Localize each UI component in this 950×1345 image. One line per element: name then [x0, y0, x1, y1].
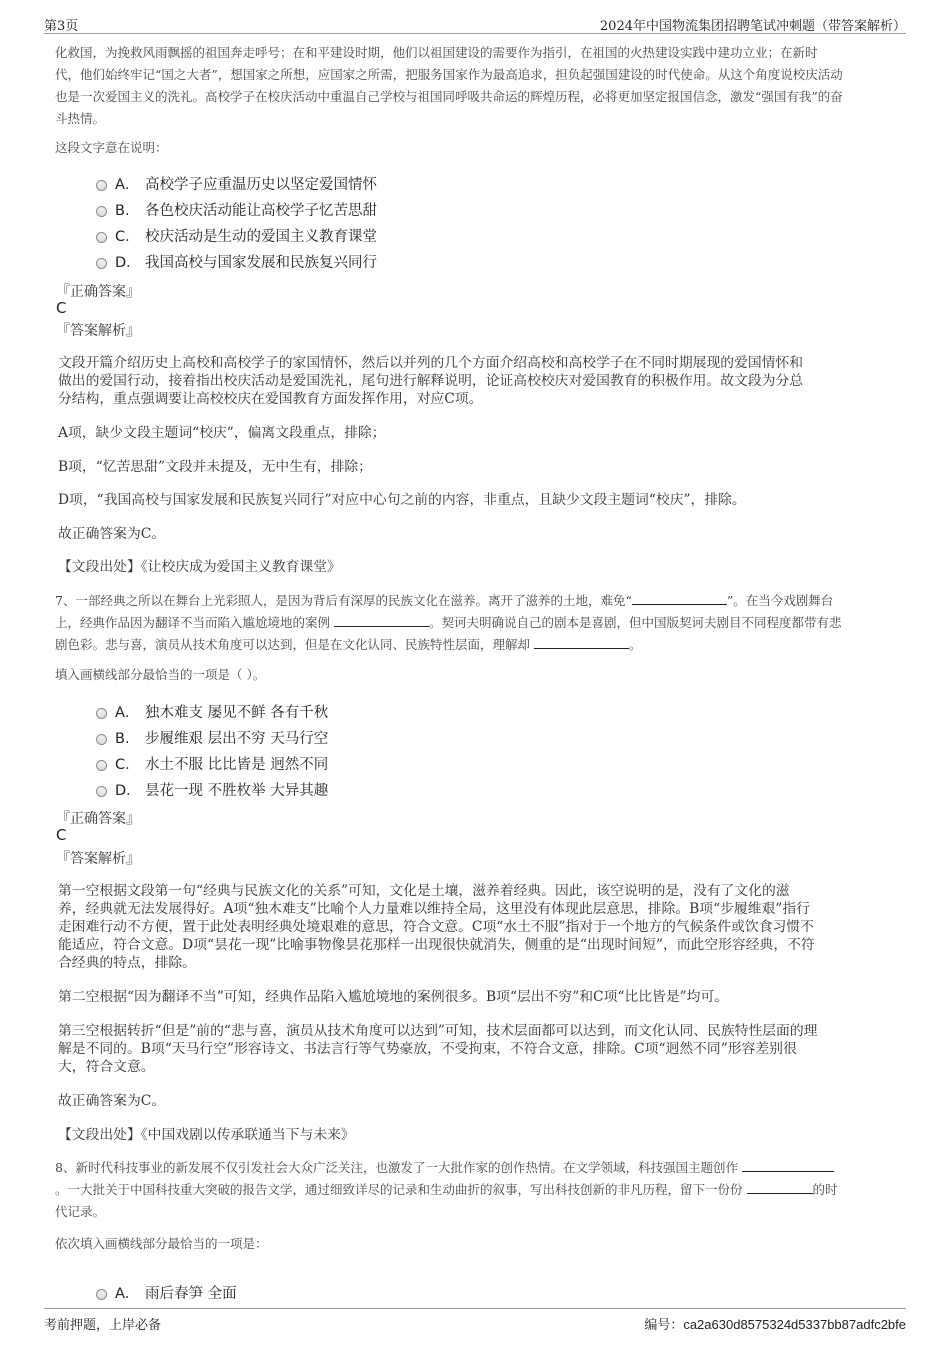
- stem-line: [55, 1157, 915, 1179]
- q7-source: 【文段出处】《中国戏剧以传承联通当下与未来》: [58, 1127, 355, 1143]
- passage-line: 代，他们始终牢记“国之大者”，想国家之所想，应国家之所需，把服务国家作为最高追求，担负起强国建设的时代使命。从这个角度说校庆活动: [55, 67, 843, 82]
- analysis-line: 文段开篇介绍历史上高校和高校学子的家国情怀，然后以并列的几个方面介绍高校和高校学子在不同时期展现的爱国情怀和: [58, 355, 804, 371]
- option-letter: B．: [115, 202, 140, 219]
- stem-text: 7、一部经典之所以在舞台上光彩照人，是因为背后有深厚的民族文化在滋养。离开了滋养的土地，难免“: [55, 593, 632, 608]
- q7-conclusion: 故正确答案为C。: [58, 1093, 166, 1109]
- page-footer: [44, 1308, 906, 1332]
- analysis-line: 养，经典就无法发展得好。A项“独木难支”比喻个人力量难以维持全局，这里没有体现此层意思，排除。B项“步履维艰”指行: [58, 901, 810, 917]
- option-letter: A．: [115, 176, 140, 193]
- q7-options: [96, 698, 328, 802]
- option-a[interactable]: [96, 170, 377, 196]
- option-letter: C．: [115, 756, 140, 773]
- page-number: 第3页: [44, 19, 79, 34]
- blank-3: [534, 637, 629, 649]
- stem-text: 。一大批关于中国科技重大突破的报告文学，通过细致详尽的记录和生动曲折的叙事，写出科技创新的非凡历程，留下一份份: [55, 1182, 743, 1197]
- code-value: ca2a630d8575324d5337bb87adfc2bfe: [683, 1317, 906, 1332]
- passage-line: 也是一次爱国主义的洗礼。高校学子在校庆活动中重温自己学校与祖国同呼吸共命运的辉煌历程，必将更加坚定报国信念，激发“强国有我”的奋: [55, 89, 843, 104]
- q8-stem: [55, 1157, 915, 1223]
- option-c[interactable]: [96, 750, 328, 776]
- stem-text: ”。在当今戏剧舞台: [726, 593, 834, 608]
- radio-icon[interactable]: [96, 232, 107, 243]
- correct-answer: C: [56, 299, 67, 317]
- option-d[interactable]: [96, 248, 377, 274]
- blank-2: [747, 1182, 813, 1194]
- analysis-line: 解是不同的。B项“天马行空”形容诗文、书法言行等气势豪放，不受拘束，不符合文意，排除。C项“迥然不同”形容差别很: [58, 1041, 797, 1057]
- option-text: 高校学子应重温历史以坚定爱国情怀: [145, 176, 377, 193]
- option-b[interactable]: [96, 724, 328, 750]
- analysis-line: 做出的爱国行动，接着指出校庆活动是爱国洗礼，尾句进行解释说明，论证高校校庆对爱国教育的积极作用。故文段为分总: [58, 373, 804, 389]
- stem-line: 代记录。: [55, 1204, 106, 1219]
- q6-analysis: [58, 354, 908, 408]
- document-code: [644, 1314, 906, 1333]
- stem-text: 8、新时代科技事业的新发展不仅引发社会大众广泛关注，也激发了一大批作家的创作热情。在文学领域，科技强国主题创作: [55, 1160, 738, 1175]
- q6-options: [96, 170, 377, 274]
- q7-prompt: 填入画横线部分最恰当的一项是（ ）。: [55, 667, 266, 682]
- radio-icon[interactable]: [96, 708, 107, 719]
- radio-icon[interactable]: [96, 786, 107, 797]
- option-letter: B．: [115, 730, 140, 747]
- document-title: 2024年中国物流集团招聘笔试冲刺题（带答案解析）: [599, 19, 906, 34]
- option-text: 昙花一现 不胜枚举 大异其趣: [145, 782, 329, 799]
- blank-1: [632, 593, 727, 605]
- radio-icon[interactable]: [96, 180, 107, 191]
- q7-analysis-1: [58, 882, 908, 972]
- option-a[interactable]: [96, 1279, 237, 1305]
- option-letter: D．: [115, 254, 141, 271]
- analysis-line: 第一空根据文段第一句“经典与民族文化的关系”可知，文化是土壤，滋养着经典。因此，该空说明的是，没有了文化的滋: [58, 883, 790, 899]
- q7-analysis-3: [58, 1022, 908, 1076]
- passage-line: 化救国，为挽救风雨飘摇的祖国奔走呼号；在和平建设时期，他们以祖国建设的需要作为指引，在祖国的火热建设实践中建功立业；在新时: [55, 45, 818, 60]
- radio-icon[interactable]: [96, 760, 107, 771]
- stem-line: [55, 634, 915, 656]
- q6-conclusion: 故正确答案为C。: [58, 526, 166, 542]
- option-text: 步履维艰 层出不穷 天马行空: [145, 730, 329, 747]
- q6-prompt: 这段文字意在说明：: [55, 140, 168, 155]
- q6-source: 【文段出处】《让校庆成为爱国主义教育课堂》: [58, 559, 341, 575]
- option-text: 校庆活动是生动的爱国主义教育课堂: [145, 228, 377, 245]
- stem-text: 上，经典作品因为翻译不当而陷入尴尬境地的案例: [55, 615, 331, 630]
- q6-analysis-a: A项，缺少文段主题词“校庆”，偏离文段重点，排除；: [58, 425, 386, 441]
- analysis-line: 走困难行动不方便，置于此处表明经典处境艰难的意思，符合文意。C项“水土不服”指对于一个地方的气候条件或饮食习惯不: [58, 919, 814, 935]
- analysis-label: 『答案解析』: [56, 851, 140, 867]
- q7-stem: [55, 590, 915, 656]
- q6-analysis-b: B项，“忆苦思甜”文段并未提及，无中生有，排除；: [58, 459, 372, 475]
- analysis-line: 大，符合文意。: [58, 1059, 155, 1075]
- option-text: 我国高校与国家发展和民族复兴同行: [145, 254, 377, 271]
- q7-analysis-2: 第二空根据“因为翻译不当”可知，经典作品陷入尴尬境地的案例很多。B项“层出不穷”和C项“比比皆是”均可。: [58, 989, 729, 1005]
- option-text: 独木难支 屡见不鲜 各有千秋: [145, 704, 329, 721]
- code-label: 编号：: [644, 1318, 684, 1333]
- correct-answer: C: [56, 826, 67, 844]
- option-letter: A．: [115, 1285, 140, 1302]
- option-letter: D．: [115, 782, 141, 799]
- option-d[interactable]: [96, 776, 328, 802]
- analysis-line: 分结构，重点强调要让高校校庆在爱国教育方面发挥作用，对应C项。: [58, 391, 483, 407]
- radio-icon[interactable]: [96, 734, 107, 745]
- q6-analysis-d: D项，“我国高校与国家发展和民族复兴同行”对应中心句之前的内容，非重点，且缺少文段主题词“校庆”，排除。: [58, 492, 746, 508]
- q8-options: [96, 1279, 237, 1305]
- analysis-line: 能适应，符合文意。D项“昙花一现”比喻事物像昙花那样一出现很快就消失，侧重的是“出现时间短”，而此空形容经典，不符: [58, 937, 815, 953]
- stem-text: 的时: [812, 1182, 838, 1197]
- passage-line: 斗热情。: [55, 111, 106, 126]
- option-c[interactable]: [96, 222, 377, 248]
- stem-line: [55, 612, 915, 634]
- stem-text: 剧色彩。悲与喜，演员从技术角度可以达到，但是在文化认同、民族特性层面，理解却: [55, 637, 531, 652]
- blank-1: [742, 1160, 834, 1172]
- option-b[interactable]: [96, 196, 377, 222]
- option-a[interactable]: [96, 698, 328, 724]
- footer-slogan: 考前押题，上岸必备: [44, 1318, 162, 1333]
- option-text: 水土不服 比比皆是 迥然不同: [145, 756, 329, 773]
- stem-text: 。契诃夫明确说自己的剧本是喜剧，但中国版契诃夫剧目不同程度都带有悲: [429, 615, 842, 630]
- radio-icon[interactable]: [96, 206, 107, 217]
- correct-answer-label: 『正确答案』: [56, 811, 140, 827]
- stem-line: [55, 1179, 915, 1201]
- q8-prompt: 依次填入画横线部分最恰当的一项是：: [55, 1236, 268, 1251]
- page-header: [44, 14, 906, 34]
- option-text: 各色校庆活动能让高校学子忆苦思甜: [145, 202, 377, 219]
- blank-2: [334, 615, 429, 627]
- radio-icon[interactable]: [96, 258, 107, 269]
- q6-passage: [55, 42, 905, 130]
- option-letter: C．: [115, 228, 140, 245]
- correct-answer-label: 『正确答案』: [56, 284, 140, 300]
- option-letter: A．: [115, 704, 140, 721]
- analysis-line: 第三空根据转折“但是”前的“悲与喜，演员从技术角度可以达到”可知，技术层面都可以达到，而文化认同、民族特性层面的理: [58, 1023, 818, 1039]
- analysis-line: 合经典的特点，排除。: [58, 955, 196, 971]
- radio-icon[interactable]: [96, 1289, 107, 1300]
- stem-text: 。: [629, 637, 642, 652]
- option-text: 雨后春笋 全面: [145, 1285, 237, 1302]
- analysis-label: 『答案解析』: [56, 323, 140, 339]
- stem-line: [55, 590, 915, 612]
